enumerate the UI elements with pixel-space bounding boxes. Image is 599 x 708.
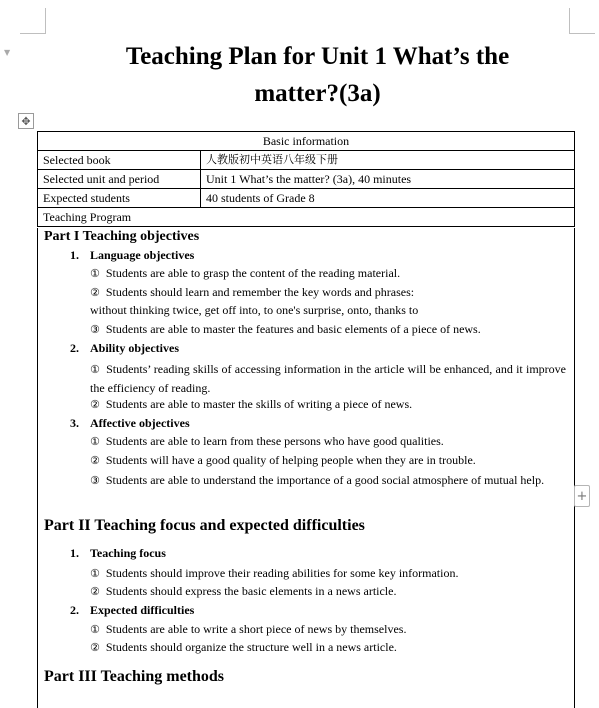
- section-number: 1.: [70, 248, 79, 262]
- section-heading: [70, 248, 194, 263]
- circled-number: ③: [90, 323, 100, 336]
- table-value-cell[interactable]: 人教版初中英语八年级下册: [201, 151, 575, 170]
- objective-line: [90, 640, 397, 655]
- circled-number: ②: [90, 398, 100, 411]
- table-row: [38, 208, 575, 227]
- circled-number: ①: [90, 567, 100, 580]
- table-row: [38, 189, 575, 208]
- table-move-handle-icon[interactable]: ✥: [18, 113, 34, 129]
- circled-number: ①: [90, 363, 101, 376]
- circled-number: ①: [90, 267, 100, 280]
- objective-text: Students are able to understand the importance of a good social atmosphere of mutual help.: [105, 473, 545, 487]
- add-column-icon[interactable]: +: [574, 485, 590, 507]
- basic-information-table: [37, 131, 575, 227]
- circled-number: ③: [90, 474, 100, 487]
- objective-text-continued: without thinking twice, get off into, to one's surprise, onto, thanks to: [90, 303, 419, 317]
- section-number: 2.: [70, 341, 79, 355]
- objective-text: Students are able to master the features and basic elements of a piece of news.: [105, 322, 481, 336]
- objective-text: Students are able to learn from these persons who have good qualities.: [105, 434, 444, 448]
- table-row: [38, 151, 575, 170]
- section-number: 1.: [70, 546, 79, 560]
- objective-text: Students should express the basic elements in a news article.: [105, 584, 397, 598]
- objective-line: [90, 584, 396, 599]
- objective-text: Students should organize the structure well in a news article.: [105, 640, 397, 654]
- objective-text: Students should learn and remember the key words and phrases:: [105, 285, 415, 299]
- section-number: 3.: [70, 416, 79, 430]
- section-heading: [70, 416, 190, 431]
- objective-text: Students’ reading skills of accessing information in the article will be enhanced, and it improve the efficiency of reading.: [90, 362, 566, 395]
- section-heading: [70, 341, 179, 356]
- teaching-program-cell[interactable]: Teaching Program: [38, 208, 575, 227]
- objective-text: Students are able to write a short piece of news by themselves.: [105, 622, 407, 636]
- circled-number: ②: [90, 286, 100, 299]
- crop-mark: [45, 8, 46, 34]
- part-heading: Part I Teaching objectives: [44, 229, 200, 244]
- table-header-cell[interactable]: Basic information: [38, 132, 575, 151]
- table-value-cell[interactable]: 40 students of Grade 8: [201, 189, 575, 208]
- section-title: Ability objectives: [90, 341, 179, 355]
- objective-line: [90, 397, 412, 412]
- table-label-cell[interactable]: Expected students: [38, 189, 201, 208]
- objective-line: [90, 453, 476, 468]
- objective-line: [90, 285, 414, 300]
- table-row: [38, 170, 575, 189]
- circled-number: ①: [90, 435, 100, 448]
- teaching-program-content[interactable]: [37, 228, 575, 708]
- objective-line: [90, 622, 406, 637]
- circled-number: ②: [90, 454, 100, 467]
- document-title-line-2: matter?(3a): [254, 80, 381, 107]
- objective-line: [90, 360, 566, 397]
- objective-text: Students are able to grasp the content of the reading material.: [105, 266, 401, 280]
- circled-number: ②: [90, 585, 100, 598]
- objective-text: Students should improve their reading abilities for some key information.: [105, 566, 459, 580]
- crop-mark: [569, 33, 595, 34]
- collapse-caret-icon[interactable]: ▼: [4, 48, 11, 57]
- section-title: Affective objectives: [90, 416, 190, 430]
- section-heading: [70, 546, 166, 561]
- objective-line: [90, 434, 444, 449]
- part-heading: Part II Teaching focus and expected difficulties: [44, 517, 365, 534]
- part-heading: Part III Teaching methods: [44, 668, 225, 685]
- objective-line: [90, 266, 400, 281]
- objective-text: Students will have a good quality of helping people when they are in trouble.: [105, 453, 476, 467]
- table-value-cell[interactable]: Unit 1 What’s the matter? (3a), 40 minutes: [201, 170, 575, 189]
- section-title: Teaching focus: [90, 546, 166, 560]
- table-row: [38, 132, 575, 151]
- objective-line: [90, 471, 550, 490]
- objective-line: [90, 322, 481, 337]
- section-title: Language objectives: [90, 248, 195, 262]
- table-label-cell[interactable]: Selected unit and period: [38, 170, 201, 189]
- crop-mark: [20, 33, 46, 34]
- circled-number: ②: [90, 641, 100, 654]
- table-label-cell[interactable]: Selected book: [38, 151, 201, 170]
- document-title-line-1: Teaching Plan for Unit 1 What’s the: [125, 43, 510, 70]
- section-number: 2.: [70, 603, 79, 617]
- objective-line: [90, 566, 458, 581]
- crop-mark: [569, 8, 570, 34]
- section-heading: [70, 603, 194, 618]
- objective-text: Students are able to master the skills of writing a piece of news.: [105, 397, 413, 411]
- section-title: Expected difficulties: [90, 603, 195, 617]
- circled-number: ①: [90, 623, 100, 636]
